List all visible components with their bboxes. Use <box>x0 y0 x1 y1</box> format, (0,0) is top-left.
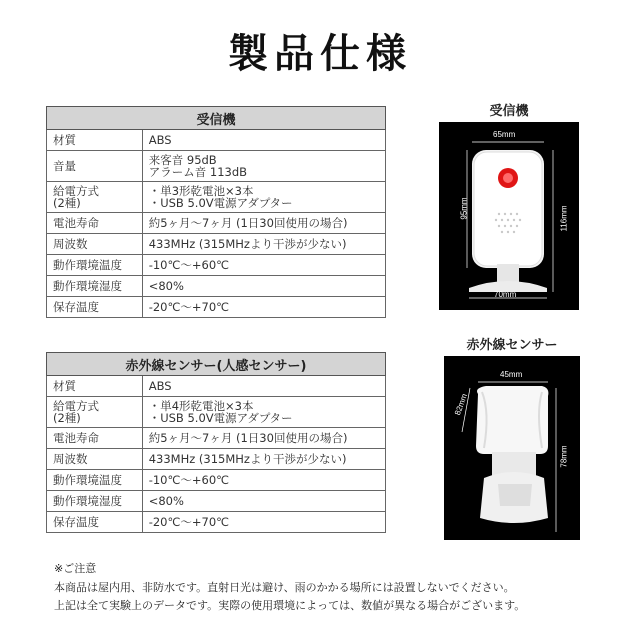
receiver-dim-outer-height: 116mm <box>559 205 569 232</box>
receiver-dim-inner-height: 95mm <box>459 197 469 220</box>
spec-value: -10℃〜+60℃ <box>148 258 230 272</box>
spec-key-cell <box>47 397 143 428</box>
spec-value-cell <box>142 276 385 297</box>
spec-row <box>47 470 386 491</box>
spec-key: 材質 <box>53 379 76 393</box>
receiver-spec-heading: 受信機 <box>47 107 386 130</box>
spec-value-cell <box>142 449 385 470</box>
spec-value: 433MHz (315MHzより干渉が少ない) <box>148 452 347 466</box>
spec-key-cell <box>47 512 143 533</box>
spec-key: 給電方式 <box>53 399 99 413</box>
sensor-dim-top: 45mm <box>500 370 523 379</box>
spec-key-cell <box>47 376 143 397</box>
spec-row <box>47 297 386 318</box>
spec-key: 電池寿命 <box>53 431 99 445</box>
spec-value: -10℃〜+60℃ <box>148 473 230 487</box>
spec-value: ・単4形乾電池×3本 <box>148 399 254 413</box>
spec-key-cell <box>47 130 143 151</box>
spec-key: 電池寿命 <box>53 216 99 230</box>
spec-key-cell <box>47 491 143 512</box>
receiver-dim-base: 70mm <box>494 290 517 299</box>
notes <box>54 560 525 616</box>
spec-value: -20℃〜+70℃ <box>148 515 230 529</box>
spec-key: 動作環境湿度 <box>53 279 122 293</box>
spec-row <box>47 213 386 234</box>
receiver-spec-table <box>46 106 386 318</box>
spec-key-cell <box>47 151 143 182</box>
spec-key: 保存温度 <box>53 515 99 529</box>
spec-value: アラーム音 113dB <box>148 165 248 179</box>
spec-key: 周波数 <box>53 452 88 466</box>
notes-line: 本商品は屋内用、非防水です。直射日光は避け、雨のかかる場所には設置しないでください。 <box>54 580 515 594</box>
spec-key-cell <box>47 213 143 234</box>
spec-row <box>47 397 386 428</box>
spec-key: 音量 <box>53 159 76 173</box>
spec-key-cell <box>47 449 143 470</box>
receiver-photo-caption: 受信機 <box>489 104 529 119</box>
spec-key-cell <box>47 276 143 297</box>
spec-value-cell <box>142 255 385 276</box>
spec-row <box>47 151 386 182</box>
notes-line: 上記は全て実験上のデータです。実際の使用環境によっては、数値が異なる場合がございます。 <box>54 599 526 612</box>
spec-row <box>47 491 386 512</box>
spec-value: ・USB 5.0V電源アダプター <box>148 196 293 210</box>
spec-value-cell <box>142 130 385 151</box>
spec-row <box>47 130 386 151</box>
spec-key-cell <box>47 470 143 491</box>
spec-key: 保存温度 <box>53 300 99 314</box>
spec-key: 材質 <box>53 133 76 147</box>
spec-value: <80% <box>148 494 184 508</box>
spec-value-cell <box>142 512 385 533</box>
spec-row <box>47 376 386 397</box>
spec-value: ・単3形乾電池×3本 <box>148 184 254 198</box>
spec-key-cell <box>47 182 143 213</box>
spec-row <box>47 428 386 449</box>
spec-value: 来客音 95dB <box>148 153 217 167</box>
spec-row <box>47 512 386 533</box>
spec-key: 動作環境温度 <box>53 473 122 487</box>
receiver-dim-top: 65mm <box>493 130 516 139</box>
spec-key: 動作環境温度 <box>53 258 122 272</box>
sensor-spec-heading: 赤外線センサー(人感センサー) <box>47 353 386 376</box>
spec-key-cell <box>47 428 143 449</box>
spec-key: 動作環境湿度 <box>53 494 122 508</box>
spec-value-cell <box>142 376 385 397</box>
sensor-spec-rows <box>47 376 386 533</box>
spec-key: 給電方式 <box>53 184 99 198</box>
spec-value-cell <box>142 151 385 182</box>
notes-heading: ※ご注意 <box>54 562 97 575</box>
spec-key-cell <box>47 234 143 255</box>
spec-value-cell <box>142 213 385 234</box>
spec-value-cell <box>142 234 385 255</box>
spec-row <box>47 449 386 470</box>
spec-value-cell <box>142 428 385 449</box>
spec-value-cell <box>142 397 385 428</box>
spec-value-cell <box>142 470 385 491</box>
spec-key-cell <box>47 255 143 276</box>
spec-key: (2種) <box>53 196 81 210</box>
spec-value: 約5ヶ月〜7ヶ月 (1日30回使用の場合) <box>148 216 348 230</box>
spec-value: ABS <box>148 133 172 147</box>
sensor-spec-table <box>46 352 386 533</box>
spec-row <box>47 276 386 297</box>
sensor-photo-caption: 赤外線センサー <box>466 338 558 353</box>
spec-key-cell <box>47 297 143 318</box>
receiver-spec-rows <box>47 130 386 318</box>
spec-value: 約5ヶ月〜7ヶ月 (1日30回使用の場合) <box>148 431 348 445</box>
spec-value-cell <box>142 297 385 318</box>
page-title: 製品仕様 <box>228 31 412 77</box>
spec-row <box>47 182 386 213</box>
spec-row <box>47 255 386 276</box>
spec-value-cell <box>142 182 385 213</box>
spec-value: 433MHz (315MHzより干渉が少ない) <box>148 237 347 251</box>
spec-row <box>47 234 386 255</box>
sensor-dim-height: 78mm <box>559 445 569 468</box>
spec-key: 周波数 <box>53 237 88 251</box>
spec-value: -20℃〜+70℃ <box>148 300 230 314</box>
sensor-dim-side: 82mm <box>452 392 470 417</box>
spec-value-cell <box>142 491 385 512</box>
spec-value: <80% <box>148 279 184 293</box>
spec-value: ・USB 5.0V電源アダプター <box>148 411 293 425</box>
spec-key: (2種) <box>53 411 81 425</box>
receiver-photo <box>439 122 579 310</box>
sensor-photo <box>444 356 580 540</box>
spec-value: ABS <box>148 379 172 393</box>
